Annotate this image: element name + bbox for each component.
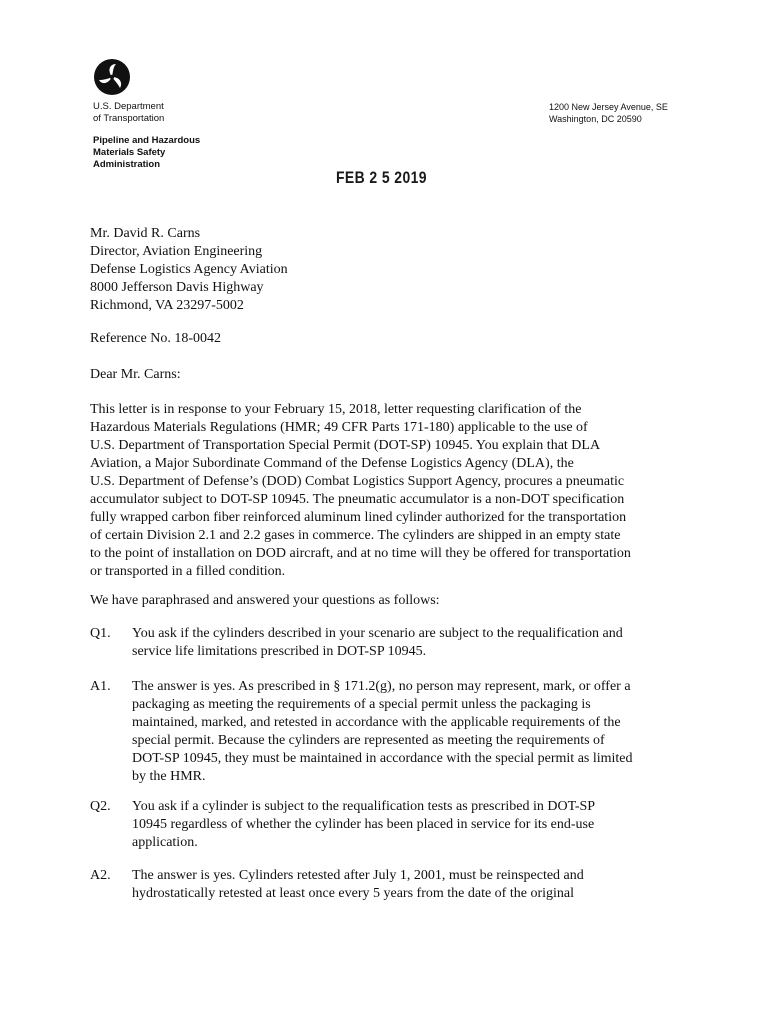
recipient-line: Mr. David R. Carns [90, 226, 201, 241]
administration-line: Administration [93, 159, 161, 170]
qa-line: The answer is yes. Cylinders retested after July 1, 2001, must be reinspected and [132, 868, 584, 883]
qa-line: The answer is yes. As prescribed in § 171.2(g), no person may represent, mark, or offer a [132, 679, 631, 694]
recipient-line: 8000 Jefferson Davis Highway [90, 280, 264, 295]
qa-line: You ask if a cylinder is subject to the requalification tests as prescribed in DOT-SP [132, 799, 596, 814]
department-name [93, 101, 164, 125]
qa-line: by the HMR. [132, 769, 206, 784]
qa-line: service life limitations prescribed in DOT-SP 10945. [132, 644, 427, 659]
date-stamp: FEB 2 5 2019 [336, 168, 427, 187]
qa-line: DOT-SP 10945, they must be maintained in accordance with the special permit as limited [132, 751, 633, 766]
paragraph-line: This letter is in response to your February 15, 2018, letter requesting clarification of the [90, 402, 582, 417]
qa-text [132, 678, 633, 786]
paragraph-line: accumulator subject to DOT-SP 10945. The pneumatic accumulator is a non-DOT specification [90, 492, 625, 507]
body-paragraph [90, 401, 690, 581]
sender-address [549, 101, 668, 125]
reference-number: Reference No. 18-0042 [90, 331, 222, 346]
qa-label: A2. [90, 868, 111, 883]
qa-label: Q2. [90, 799, 111, 814]
paragraph-line: Hazardous Materials Regulations (HMR; 49 CFR Parts 171-180) applicable to the use of [90, 420, 588, 435]
address-line: Washington, DC 20590 [549, 114, 642, 124]
qa-line: packaging as meeting the requirements of a special permit unless the packaging is [132, 697, 591, 712]
administration-name [93, 135, 200, 171]
administration-line: Materials Safety [93, 147, 166, 158]
department-line: U.S. Department [93, 101, 164, 112]
qa-line: You ask if the cylinders described in your scenario are subject to the requalification and [132, 626, 623, 641]
paragraph-line: U.S. Department of Defense’s (DOD) Combat Logistics Support Agency, procures a pneumatic [90, 474, 625, 489]
recipient-line: Defense Logistics Agency Aviation [90, 262, 288, 277]
qa-text [132, 625, 623, 661]
department-line: of Transportation [93, 113, 165, 124]
paragraph-line: of certain Division 2.1 and 2.2 gases in commerce. The cylinders are shipped in an empty state [90, 528, 621, 543]
dot-triskelion-logo [93, 58, 131, 96]
recipient-line: Director, Aviation Engineering [90, 244, 263, 259]
paragraph-line: Aviation, a Major Subordinate Command of the Defense Logistics Agency (DLA), the [90, 456, 574, 471]
salutation: Dear Mr. Carns: [90, 367, 181, 382]
qa-text [132, 867, 584, 903]
paragraph-line: U.S. Department of Transportation Special Permit (DOT-SP) 10945. You explain that DLA [90, 438, 601, 453]
qa-label: Q1. [90, 626, 111, 641]
qa-line: 10945 regardless of whether the cylinder has been placed in service for its end-use [132, 817, 595, 832]
qa-line: special permit. Because the cylinders are represented as meeting the requirements of [132, 733, 605, 748]
qa-intro: We have paraphrased and answered your questions as follows: [90, 593, 440, 608]
qa-line: maintained, marked, and retested in accordance with the applicable requirements of the [132, 715, 621, 730]
recipient-line: Richmond, VA 23297-5002 [90, 298, 244, 313]
qa-line: application. [132, 835, 198, 850]
recipient-block [90, 225, 690, 315]
qa-text [132, 798, 595, 852]
address-line: 1200 New Jersey Avenue, SE [549, 102, 668, 112]
paragraph-line: or transported in a filled condition. [90, 564, 286, 579]
paragraph-line: fully wrapped carbon fiber reinforced aluminum lined cylinder authorized for the transportation [90, 510, 627, 525]
qa-label: A1. [90, 679, 111, 694]
qa-line: hydrostatically retested at least once every 5 years from the date of the original [132, 886, 574, 901]
administration-line: Pipeline and Hazardous [93, 135, 201, 146]
paragraph-line: to the point of installation on DOD aircraft, and at no time will they be offered for transportation [90, 546, 631, 561]
